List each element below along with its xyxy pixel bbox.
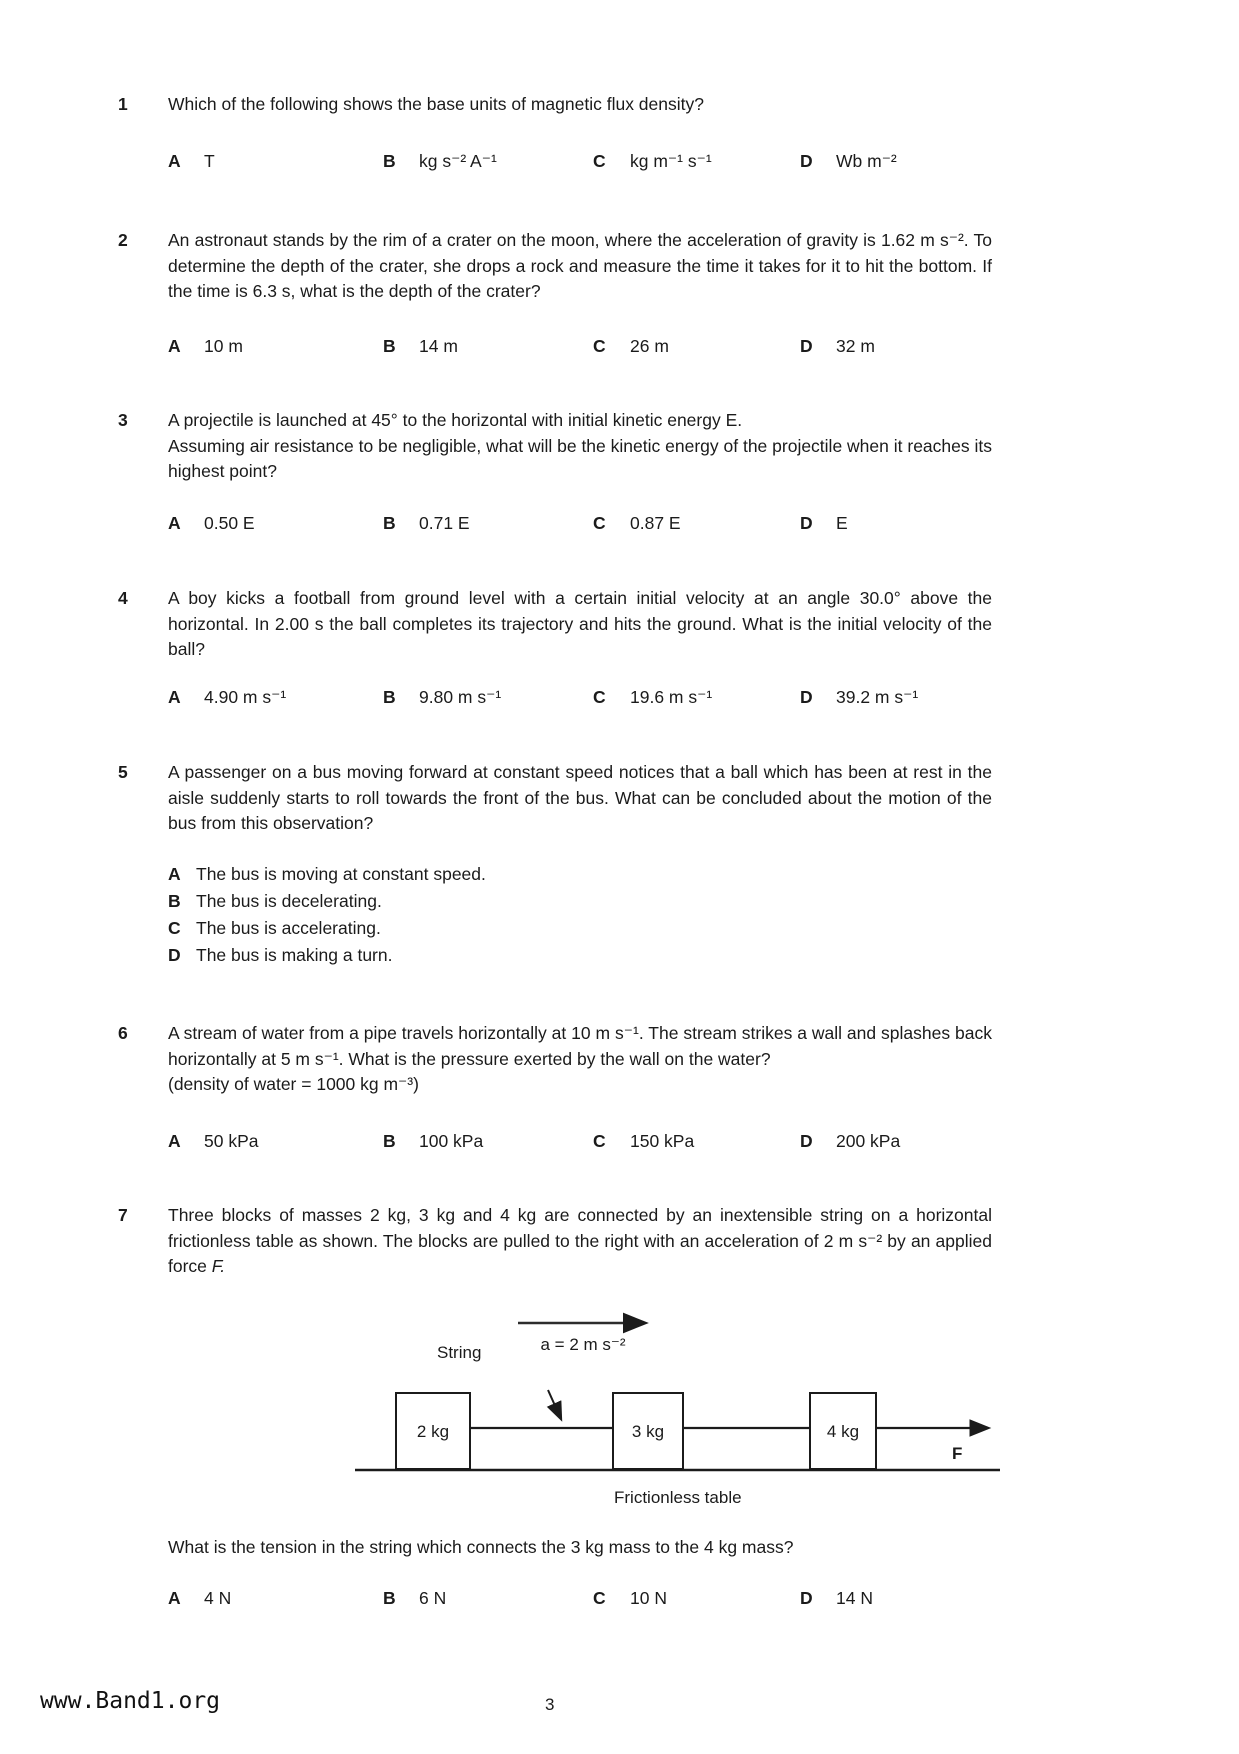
question-5-text: A passenger on a bus moving forward at constant speed notices that a ball which has been at rest in the aisle suddenly starts to roll towards the front of the bus. What can be concluded about the motion of the bus from this observation? [168,762,992,833]
option-value-b: kg s⁻² A⁻¹ [419,151,497,171]
force-label: F [952,1444,963,1463]
option-letter-c: C [593,151,606,171]
option-letter-b: B [383,513,396,533]
question-7-tension-text: What is the tension in the string which connects the 3 kg mass to the 4 kg mass? [168,1537,794,1557]
option-letter-b: B [383,151,396,171]
option-letter-d: D [800,687,813,707]
question-6-options [118,1128,1178,1155]
option-value-d: E [836,513,848,533]
option-letter-d: D [800,151,813,171]
option-value-a: 10 m [204,336,243,356]
blocks-diagram [300,1300,1020,1515]
option-value-a: 4.90 m s⁻¹ [204,687,287,707]
option-letter-a: A [168,151,181,171]
option-letter-a: A [168,687,181,707]
option-letter-b: B [383,336,396,356]
option-letter-c: C [168,918,181,938]
option-letter-d: D [800,1131,813,1151]
acceleration-label: a = 2 m s⁻² [540,1335,626,1354]
question-1 [118,92,992,118]
option-letter-b: B [168,891,181,911]
option-value-c: 150 kPa [630,1131,695,1151]
option-letter-c: C [593,513,606,533]
table-label: Frictionless table [614,1488,742,1507]
question-1-number: 1 [118,94,128,114]
question-5-option-a [168,861,992,888]
question-6-text-density: (density of water = 1000 kg m⁻³) [168,1074,419,1094]
option-value-c: kg m⁻¹ s⁻¹ [630,151,712,171]
option-value-b: 9.80 m s⁻¹ [419,687,502,707]
option-value-c: 19.6 m s⁻¹ [630,687,713,707]
option-letter-c: C [593,687,606,707]
option-value-d: 14 N [836,1588,873,1608]
option-value-b: 6 N [419,1588,447,1608]
option-letter-a: A [168,1131,181,1151]
question-7-force-symbol: F. [211,1256,226,1276]
option-letter-c: C [593,1588,606,1608]
option-letter-d: D [800,336,813,356]
option-letter-d: D [800,1588,813,1608]
question-3-text [168,408,992,485]
option-value-c: 0.87 E [630,513,681,533]
option-letter-a: A [168,864,181,884]
question-7-text-main: Three blocks of masses 2 kg, 3 kg and 4 kg are connected by an inextensible string on a horizontal frictionless table as shown. The blocks are pulled to the right with an acceleration of 2 m s⁻² by an applied force [168,1205,992,1276]
question-3 [118,408,992,485]
question-4 [118,586,992,663]
option-letter-a: A [168,336,181,356]
option-letter-d: D [800,513,813,533]
block-4kg-label: 4 kg [826,1422,860,1441]
option-value-a: The bus is moving at constant speed. [196,864,486,884]
question-3-text-line1: A projectile is launched at 45° to the horizontal with initial kinetic energy E. [168,410,743,430]
option-letter-c: C [593,1131,606,1151]
question-4-number: 4 [118,588,128,608]
option-value-c: 26 m [630,336,669,356]
question-7-options [118,1585,1178,1612]
option-value-a: 50 kPa [204,1131,259,1151]
question-2-text: An astronaut stands by the rim of a crater on the moon, where the acceleration of gravity is 1.62 m s⁻². To determine the depth of the crater, she drops a rock and measure the time it takes for it to hit the bottom. If the time is 6.3 s, what is the depth of the crater? [168,230,992,301]
question-3-number: 3 [118,410,128,430]
question-5-option-b [168,888,992,915]
question-1-text: Which of the following shows the base units of magnetic flux density? [168,94,704,114]
string-pointer-arrow [548,1390,561,1419]
option-value-d: 39.2 m s⁻¹ [836,687,919,707]
question-5 [118,760,992,837]
question-2-options [118,333,1178,360]
option-letter-b: B [383,1131,396,1151]
question-5-option-d [168,942,992,969]
option-letter-c: C [593,336,606,356]
page-number: 3 [545,1695,555,1714]
question-1-options [118,148,1178,175]
option-value-a: 4 N [204,1588,232,1608]
option-value-a: T [204,151,215,171]
block-3kg-label: 3 kg [631,1422,665,1441]
question-7-number: 7 [118,1205,128,1225]
question-3-options [118,510,1178,537]
footer-site-url: www.Band1.org [40,1688,221,1714]
option-letter-b: B [383,687,396,707]
question-6-text-main: A stream of water from a pipe travels horizontally at 10 m s⁻¹. The stream strikes a wall and splashes back horizontally at 5 m s⁻¹. What is the pressure exerted by the wall on the water? [168,1023,992,1069]
question-6-number: 6 [118,1023,128,1043]
question-2 [118,228,992,305]
question-4-text: A boy kicks a football from ground level with a certain initial velocity at an angle 30.0° above the horizontal. In 2.00 s the ball completes its trajectory and hits the ground. What is the initial velocity of the ball? [168,588,992,659]
option-value-b: 14 m [419,336,458,356]
question-2-number: 2 [118,230,128,250]
option-letter-a: A [168,1588,181,1608]
block-2kg-label: 2 kg [416,1422,450,1441]
question-4-options [118,684,1178,711]
option-value-d: Wb m⁻² [836,151,897,171]
question-5-option-c [168,915,992,942]
option-value-b: 100 kPa [419,1131,484,1151]
question-7 [118,1203,992,1280]
question-5-number: 5 [118,762,128,782]
option-value-d: The bus is making a turn. [196,945,393,965]
string-label: String [437,1343,482,1362]
option-value-c: 10 N [630,1588,667,1608]
question-7-text [168,1203,992,1280]
option-value-c: The bus is accelerating. [196,918,381,938]
option-value-b: The bus is decelerating. [196,891,382,911]
option-value-d: 200 kPa [836,1131,901,1151]
option-letter-a: A [168,513,181,533]
question-6-text [168,1021,992,1098]
option-value-b: 0.71 E [419,513,470,533]
option-letter-d: D [168,945,181,965]
question-3-text-line2: Assuming air resistance to be negligible, what will be the kinetic energy of the projectile when it reaches its highest point? [168,435,992,481]
option-value-d: 32 m [836,336,875,356]
option-value-a: 0.50 E [204,513,255,533]
option-letter-b: B [383,1588,396,1608]
question-6 [118,1021,992,1098]
